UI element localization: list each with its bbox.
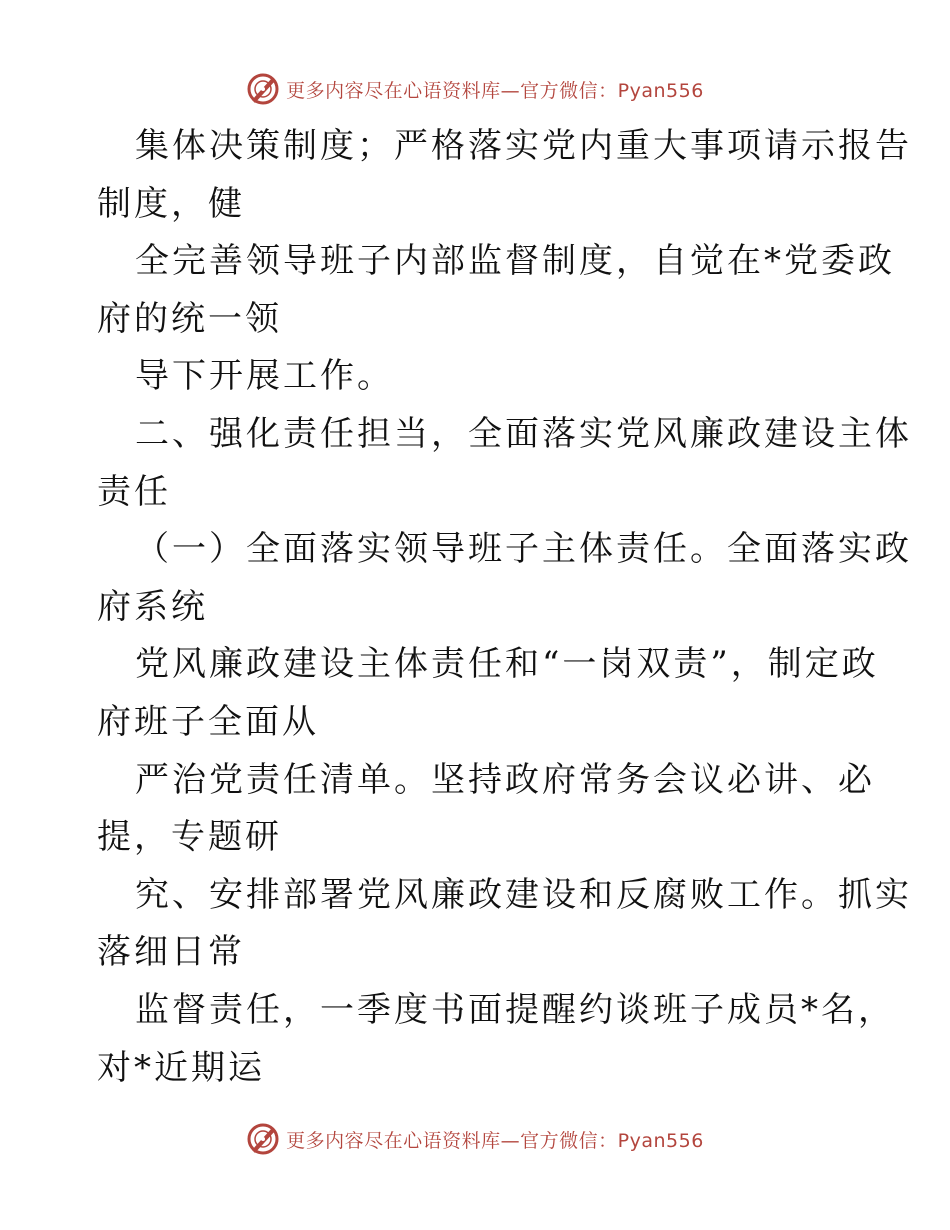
- body-line: 对*近期运: [97, 1047, 265, 1088]
- body-line: 府班子全面从: [97, 701, 319, 742]
- body-line: 府的统一领: [97, 298, 282, 339]
- section-heading-line: 责任: [97, 471, 171, 512]
- body-line: 集体决策制度；严格落实党内重大事项请示报告: [135, 126, 912, 166]
- body-line: 究、安排部署党风廉政建设和反腐败工作。抓实: [135, 874, 912, 915]
- pen-logo-icon: [246, 1122, 280, 1156]
- body-line: 党风廉政建设主体责任和“一岗双责”，制定政: [135, 644, 879, 685]
- subsection-heading-line: （一）全面落实领导班子主体责任。全面落实政: [135, 529, 912, 570]
- body-line: 制度，健: [97, 183, 245, 224]
- pen-logo-icon: [246, 72, 280, 106]
- body-line: 全完善领导班子内部监督制度，自觉在*党委政: [135, 241, 895, 282]
- body-line: 落细日常: [97, 932, 245, 973]
- body-line: 提，专题研: [97, 817, 282, 858]
- page-header: [0, 72, 950, 106]
- body-line: 府系统: [97, 586, 208, 627]
- body-line: 严治党责任清单。坚持政府常务会议必讲、必: [135, 759, 875, 800]
- body-line: 导下开展工作。: [135, 356, 394, 397]
- header-banner-text: 更多内容尽在心语资料库—官方微信：Pyan556: [286, 79, 704, 102]
- page-footer: [0, 1122, 950, 1156]
- footer-banner-text: 更多内容尽在心语资料库—官方微信：Pyan556: [286, 1129, 704, 1152]
- body-line: 监督责任，一季度书面提醒约谈班子成员*名，: [135, 989, 895, 1030]
- section-heading-line: 二、强化责任担当，全面落实党风廉政建设主体: [135, 413, 912, 454]
- document-body: [97, 118, 912, 1097]
